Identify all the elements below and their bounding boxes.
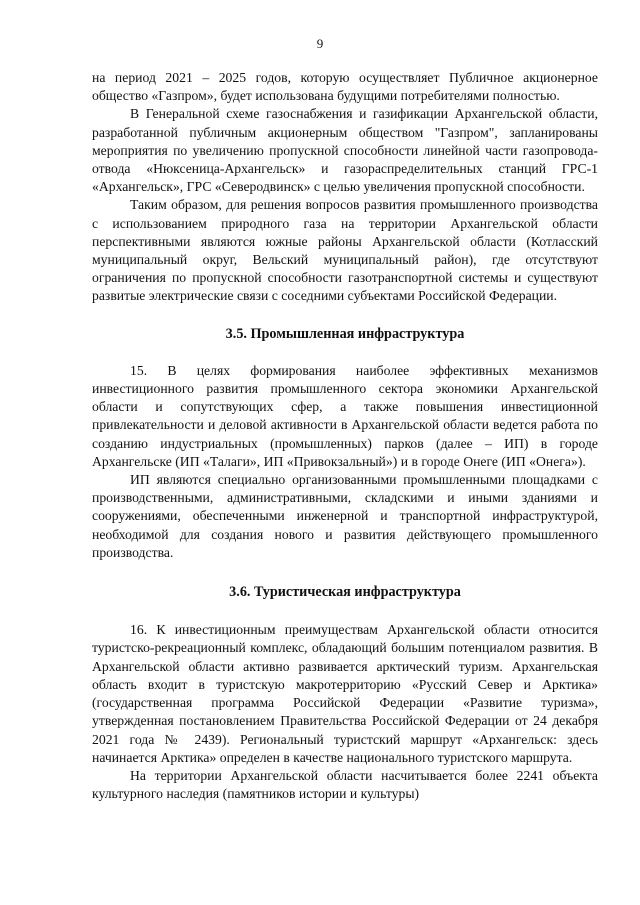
page-number: 9 (316, 36, 324, 51)
paragraph-industrial-parks-definition: ИП являются специально организованными промышленными площадками с производственными, административными, складскими и иными зданиями и сооружениями, обеспеченными инженерной и транспортной инфраструктурой, необходимой для создания нового и развития действующего промышленного производства. (92, 472, 598, 560)
paragraph-industrial-parks: 15. В целях формирования наиболее эффективных механизмов инвестиционного развития промышленного сектора экономики Архангельской области и сопутствующих сфер, а также повышения инвестиционной привлекательности и деловой активности в Архангельской области ведется работа по созданию индустриальных (промышленных) парков (далее – ИП) в городе Архангельске (ИП «Талаги», ИП «Привокзальный») и в городе Онеге (ИП «Онега»). (92, 362, 598, 469)
paragraph-southern-districts: Таким образом, для решения вопросов развития промышленного производства с использованием природного газа на территории Архангельской области перспективными являются южные районы Архангельской области (Котласский муниципальный округ, Вельский муниципальный район), где отсутствуют ограничения по пропускной способности газотранспортной системы и существуют развитые электрические связи с соседними субъектами Российской Федерации. (92, 197, 598, 304)
section-heading-industrial: 3.5. Промышленная инфраструктура (225, 325, 465, 342)
paragraph-gas-usage: на период 2021 – 2025 годов, которую осуществляет Публичное акционерное общество «Газпром», будет использована будущими потребителями полностью. (92, 70, 598, 104)
paragraph-tourism-complex: 16. К инвестиционным преимуществам Архангельской области относится туристско-рекреационный комплекс, обладающий большим потенциалом развития. В Архангельской области активно развивается арктический туризм. Архангельская область входит в туристскую макротерриторию «Русский Север и Арктика» (государственная программа Российской Федерации «Развитие туризма», утвержденная постановлением Правительства Российской Федерации от 24 декабря 2021 года № 2439). Региональный туристский маршрут «Архангельск: здесь начинается Арктика» определен в качестве национального туристского маршрута. (92, 622, 598, 765)
section-heading-tourism: 3.6. Туристическая инфраструктура (229, 584, 461, 601)
document-body (92, 69, 598, 803)
paragraph-gas-scheme: В Генеральной схеме газоснабжения и газификации Архангельской области, разработанной публичным акционерным обществом "Газпром", запланированы мероприятия по увеличению пропускной способности линейной части газопровода-отвода «Нюксеница-Архангельск» и газораспределительных станций ГРС-1 «Архангельск», ГРС «Северодвинск» с целью увеличения пропускной способности. (92, 106, 598, 195)
paragraph-cultural-heritage: На территории Архангельской области насчитывается более 2241 объекта культурного наследия (памятников истории и культуры) (92, 767, 598, 802)
